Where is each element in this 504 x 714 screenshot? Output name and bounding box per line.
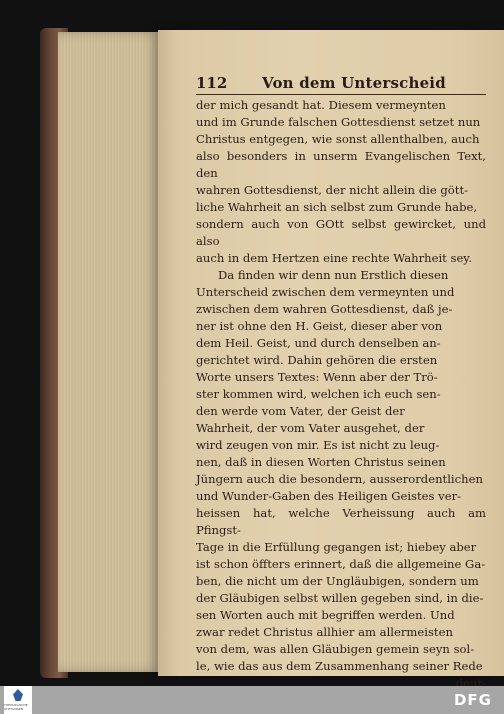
text-line: Wahrheit, der vom Vater ausgehet, der [196, 421, 425, 435]
text-line: Tage in die Erfüllung gegangen ist; hiebey aber [196, 540, 477, 554]
text-line: ist schon öffters erinnert, daß die allgemeine Ga- [196, 557, 486, 571]
text-line: den werde vom Vater, der Geist der [196, 404, 405, 418]
text-line: der mich gesandt hat. Diesem vermeynten [196, 98, 446, 112]
text-line: der Gläubigen selbst willen gegeben sind, in die- [196, 591, 484, 605]
footer-bar [0, 686, 504, 714]
page-header [196, 74, 486, 95]
text-line: ner ist ohne den H. Geist, dieser aber von [196, 319, 443, 333]
running-head: Von dem Unterscheid [262, 74, 446, 92]
text-line: sondern auch von GOtt selbst gewircket, und also [196, 217, 486, 248]
book [40, 22, 504, 686]
page-number: 112 [196, 74, 228, 92]
text-line: Da finden wir denn nun Erstlich diesen [218, 268, 449, 282]
text-line: Christus entgegen, wie sonst allenthalben, auch [196, 132, 480, 146]
page-content [196, 74, 486, 686]
text-line: ben, die nicht um der Ungläubigen, sondern um [196, 574, 479, 588]
text-line: liche Wahrheit an sich selbst zum Grunde habe, [196, 200, 478, 214]
body-text [196, 97, 486, 675]
text-line: und im Grunde falschen Gottesdienst setzet nun [196, 115, 481, 129]
text-line: zwischen dem wahren Gottesdienst, daß je- [196, 302, 453, 316]
text-line: gerichtet wird. Dahin gehören die ersten [196, 353, 438, 367]
text-line: und Wunder-Gaben des Heiligen Geistes ver- [196, 489, 462, 503]
text-line: Jüngern auch die besondern, ausserordentlichen [196, 472, 483, 486]
book-page [158, 30, 504, 686]
text-line: wahren Gottesdienst, der nicht allein die gött- [196, 183, 469, 197]
text-line: auch in dem Hertzen eine rechte Wahrheit sey. [196, 251, 473, 265]
dfg-logo[interactable]: DFG [453, 691, 492, 709]
text-line: Unterscheid zwischen dem vermeynten und [196, 285, 455, 299]
text-line: dem Heil. Geist, und durch denselben an- [196, 336, 441, 350]
text-line: wird zeugen von mir. Es ist nicht zu leug- [196, 438, 440, 452]
text-line: von dem, was allen Gläubigen gemein seyn sol- [196, 642, 475, 656]
logo-icon [13, 689, 23, 701]
text-line: Worte unsers Textes: Wenn aber der Trö- [196, 370, 438, 384]
theological-foundations-logo[interactable] [4, 686, 32, 714]
text-line: also besonders in unserm Evangelischen Text, den [196, 149, 486, 180]
text-line: nen, daß in diesen Worten Christus seinen [196, 455, 446, 469]
catchword: deut- [455, 676, 486, 686]
text-line: ster kommen wird, welchen ich euch sen- [196, 387, 441, 401]
text-line: sen Worten auch mit begriffen werden. Und [196, 608, 455, 622]
text-line: zwar redet Christus allhier am allermeisten [196, 625, 453, 639]
logo-caption: THEOLOGISCHE STIFTUNGEN [4, 703, 28, 711]
text-line: heissen hat, welche Verheissung auch am Pfingst- [196, 506, 486, 537]
text-line: le, wie das aus dem Zusammenhang seiner Rede [196, 659, 483, 673]
